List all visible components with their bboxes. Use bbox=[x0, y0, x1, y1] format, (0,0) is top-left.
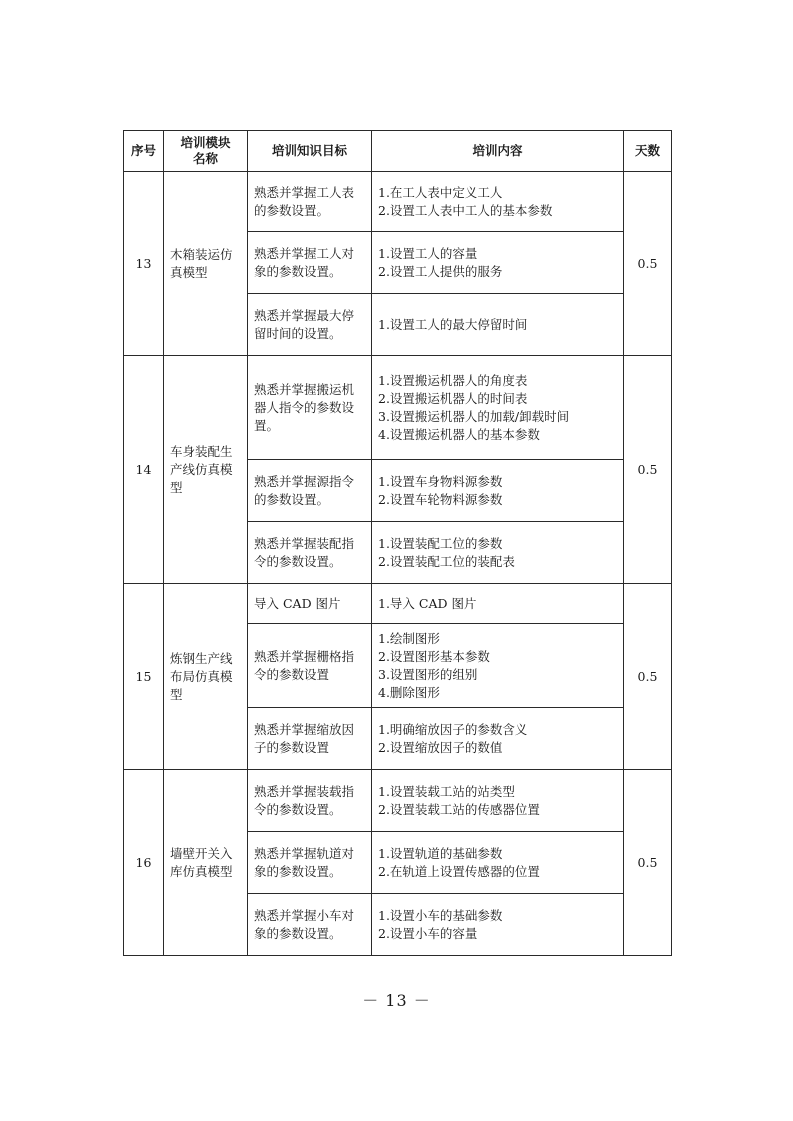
header-days: 天数 bbox=[624, 131, 672, 172]
content-cell bbox=[372, 460, 624, 522]
goal-cell: 熟悉并掌握装配指令的参数设置。 bbox=[248, 522, 372, 584]
content-line: 1.设置工人的容量 bbox=[378, 245, 478, 261]
header-module-name bbox=[164, 131, 248, 172]
content-cell bbox=[372, 172, 624, 232]
content-cell bbox=[372, 356, 624, 460]
content-line: 1.设置搬运机器人的角度表 bbox=[378, 372, 528, 388]
module-name-cell: 墙壁开关入库仿真模型 bbox=[164, 770, 248, 956]
content-line: 2.设置装载工站的传感器位置 bbox=[378, 801, 540, 817]
module-days-cell: 0.5 bbox=[624, 172, 672, 356]
content-line: 4.设置搬运机器人的基本参数 bbox=[378, 426, 540, 442]
goal-cell: 熟悉并掌握最大停留时间的设置。 bbox=[248, 294, 372, 356]
content-cell bbox=[372, 522, 624, 584]
content-cell bbox=[372, 584, 624, 624]
training-table bbox=[123, 130, 672, 956]
module-seq-cell: 14 bbox=[124, 356, 164, 584]
content-line: 2.设置缩放因子的数值 bbox=[378, 739, 503, 755]
content-line: 2.设置车轮物料源参数 bbox=[378, 491, 503, 507]
content-line: 2.在轨道上设置传感器的位置 bbox=[378, 863, 540, 879]
goal-cell: 熟悉并掌握源指令的参数设置。 bbox=[248, 460, 372, 522]
table-body bbox=[124, 172, 672, 956]
content-line: 2.设置工人提供的服务 bbox=[378, 263, 503, 279]
module-name-cell: 木箱装运仿真模型 bbox=[164, 172, 248, 356]
content-line: 1.设置车身物料源参数 bbox=[378, 473, 503, 489]
content-line: 1.设置装配工位的参数 bbox=[378, 535, 503, 551]
goal-cell: 导入 CAD 图片 bbox=[248, 584, 372, 624]
content-cell bbox=[372, 832, 624, 894]
content-cell bbox=[372, 232, 624, 294]
content-line: 3.设置搬运机器人的加载/卸载时间 bbox=[378, 408, 570, 424]
module-seq-cell: 16 bbox=[124, 770, 164, 956]
header-row bbox=[124, 131, 672, 172]
content-line: 1.导入 CAD 图片 bbox=[378, 595, 477, 611]
content-line: 2.设置小车的容量 bbox=[378, 925, 478, 941]
table-row bbox=[124, 584, 672, 624]
content-line: 2.设置装配工位的装配表 bbox=[378, 553, 515, 569]
content-cell bbox=[372, 624, 624, 708]
goal-cell: 熟悉并掌握小车对象的参数设置。 bbox=[248, 894, 372, 956]
goal-cell: 熟悉并掌握搬运机器人指令的参数设置。 bbox=[248, 356, 372, 460]
table-row bbox=[124, 770, 672, 832]
content-cell bbox=[372, 294, 624, 356]
content-line: 1.在工人表中定义工人 bbox=[378, 184, 503, 200]
content-cell bbox=[372, 770, 624, 832]
content-line: 2.设置图形基本参数 bbox=[378, 648, 490, 664]
goal-cell: 熟悉并掌握工人对象的参数设置。 bbox=[248, 232, 372, 294]
content-line: 1.设置装载工站的站类型 bbox=[378, 783, 515, 799]
content-line: 1.设置轨道的基础参数 bbox=[378, 845, 503, 861]
content-cell bbox=[372, 894, 624, 956]
table-row bbox=[124, 172, 672, 232]
module-days-cell: 0.5 bbox=[624, 770, 672, 956]
header-seq: 序号 bbox=[124, 131, 164, 172]
module-name-cell: 车身装配生产线仿真模型 bbox=[164, 356, 248, 584]
goal-cell: 熟悉并掌握缩放因子的参数设置 bbox=[248, 708, 372, 770]
content-line: 4.删除图形 bbox=[378, 684, 440, 700]
module-seq-cell: 13 bbox=[124, 172, 164, 356]
content-line: 1.绘制图形 bbox=[378, 630, 440, 646]
goal-cell: 熟悉并掌握栅格指令的参数设置 bbox=[248, 624, 372, 708]
content-line: 2.设置搬运机器人的时间表 bbox=[378, 390, 528, 406]
module-days-cell: 0.5 bbox=[624, 584, 672, 770]
goal-cell: 熟悉并掌握工人表的参数设置。 bbox=[248, 172, 372, 232]
table-row bbox=[124, 356, 672, 460]
header-content: 培训内容 bbox=[372, 131, 624, 172]
module-days-cell: 0.5 bbox=[624, 356, 672, 584]
module-name-cell: 炼钢生产线布局仿真模型 bbox=[164, 584, 248, 770]
goal-cell: 熟悉并掌握装载指令的参数设置。 bbox=[248, 770, 372, 832]
content-line: 1.设置工人的最大停留时间 bbox=[378, 316, 528, 332]
content-line: 3.设置图形的组别 bbox=[378, 666, 478, 682]
page-number: － 13 － bbox=[362, 991, 431, 1010]
header-module-name-line-2: 名称 bbox=[192, 151, 218, 166]
header-module-name-line-1: 培训模块 bbox=[180, 135, 231, 150]
content-line: 1.明确缩放因子的参数含义 bbox=[378, 721, 528, 737]
header-goal: 培训知识目标 bbox=[248, 131, 372, 172]
content-line: 2.设置工人表中工人的基本参数 bbox=[378, 202, 553, 218]
goal-cell: 熟悉并掌握轨道对象的参数设置。 bbox=[248, 832, 372, 894]
module-seq-cell: 15 bbox=[124, 584, 164, 770]
content-cell bbox=[372, 708, 624, 770]
content-line: 1.设置小车的基础参数 bbox=[378, 907, 503, 923]
